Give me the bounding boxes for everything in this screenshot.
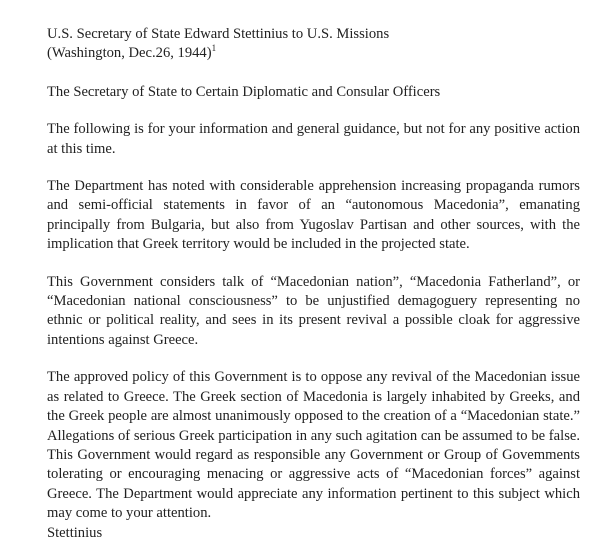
paragraph-guidance-notice: The following is for your information and general guidance, but not for any positive action at this time.: [47, 121, 580, 157]
document-header: [47, 25, 580, 64]
paragraph-approved-policy: The approved policy of this Government is to oppose any revival of the Macedonian issue as related to Greece. The Greek section of Macedonia is largely inhabited by Greeks, and the Greek people are almost unanimously opposed to the creation of a “Macedonian state.” Allegations of serious Greek participation in any such agitation can be assumed to be false. This Government would regard as responsible any Government or Group of Govemments tolerating or encouraging menacing or aggressive acts of “Macedonian forces” against Greece. The Department would appreciate any information pertinent to this subject which may come to your attention.: [47, 369, 580, 522]
header-title-line: U.S. Secretary of State Edward Stettinius to U.S. Missions: [47, 26, 390, 42]
footnote-marker: 1: [211, 43, 217, 54]
paragraph-propaganda-rumors: The Department has noted with considerable apprehension increasing propaganda rumors and semi-official statements in favor of an “autonomous Macedonia”, emanating principally from Bulgaria, but also from Yugoslav Partisan and other sources, with the implication that Greek territory would be included in the projected state.: [47, 178, 580, 253]
header-date-line: [47, 44, 580, 63]
salutation-line: The Secretary of State to Certain Diplomatic and Consular Officers: [47, 83, 441, 100]
header-date-text: (Washington, Dec.26, 1944): [47, 45, 212, 62]
signature-line: Stettinius: [47, 524, 103, 541]
paragraph-demagoguery-statement: This Government considers talk of “Macedonian nation”, “Macedonia Fatherland”, or “Macedonian national consciousness” to be unjustified demagoguery representing no ethnic or political reality, and sees in its present revival a possible cloak for aggressive intentions against Greece.: [47, 273, 580, 348]
